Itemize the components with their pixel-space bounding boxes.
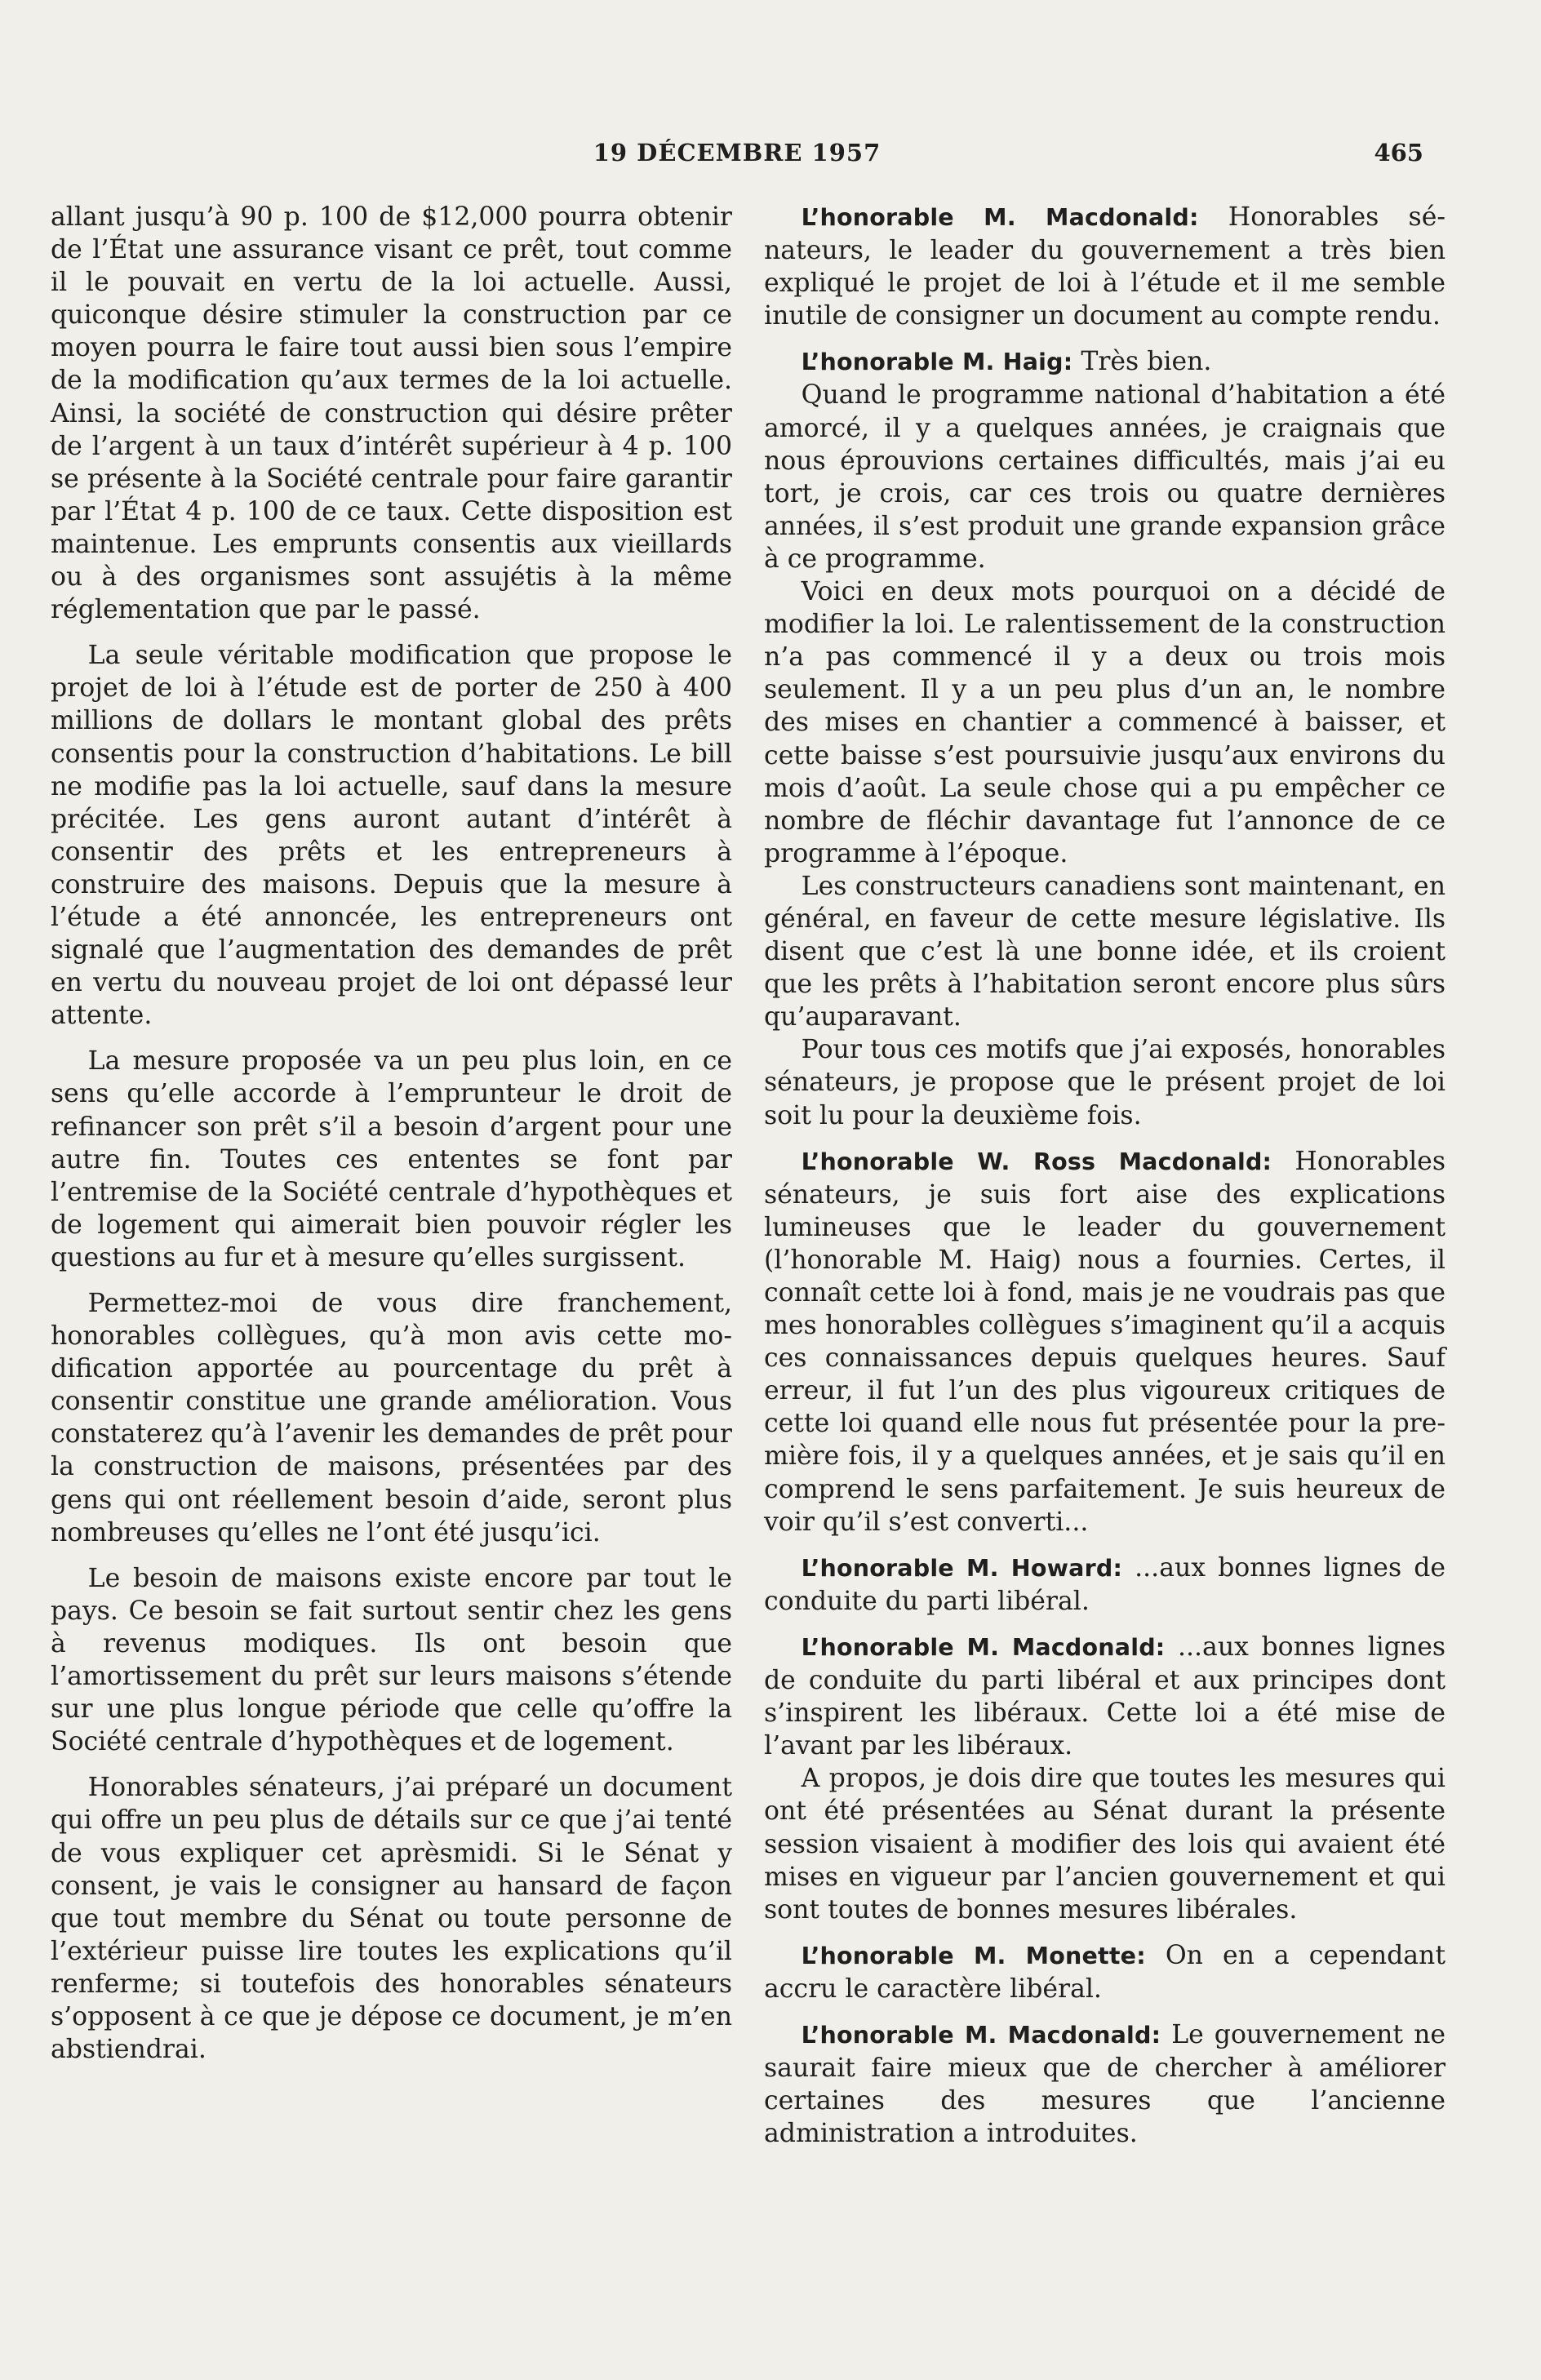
paragraph: La mesure proposée va un peu plus loin, en ce sens qu’elle accorde à l’emprunteur le droit de refinancer son prêt s’il a besoin d’argent pour une autre fin. Toutes ces ententes se font par l’entremise de la Société centrale d’hypothèques et de logement qui aimerait bien pouvoir régler les questions au fur et à mesure qu’elles surgissent. (51, 1046, 732, 1272)
speech (764, 2018, 1446, 2150)
paragraph: allant jusqu’à 90 p. 100 de $12,000 pourra obtenir de l’État une assurance visant ce prêt, tout comme il le pouvait en vertu de la loi actuelle. Aussi, quiconque désire stimuler la construction par ce moyen pourra le faire tout aussi bien sous l’empire de la modification qu’aux termes de la loi actuelle. Ainsi, la société de construction qui désire prêter de l’argent à un taux d’intérêt supérieur à 4 p. 100 se présente à la Société centrale pour faire garantir par l’État 4 p. 100 de ce taux. Cette disposition est maintenue. Les emprunts consentis aux vieillards ou à des organismes sont assujétis à la même réglementation que par le passé. (51, 202, 732, 625)
speech (764, 1939, 1446, 2005)
paragraph: La seule véritable modification que propose le projet de loi à l’étude est de porter de 250 à 400 millions de dollars le montant global des prêts consentis pour la construction d’habitations. Le bill ne modifie pas la loi actuelle, sauf dans la mesure précitée. Les gens auront autant d’intérêt à consentir des prêts et les entrepreneurs à construire des maisons. Depuis que la mesure à l’étude a été annoncée, les entrepreneurs ont signalé que l’augmentation des demandes de prêt en vertu du nouveau projet de loi ont dépassé leur attente. (51, 641, 732, 1031)
speech-text: Très bien. (1081, 347, 1212, 377)
paragraph: Voici en deux mots pourquoi on a décidé de modifier la loi. Le ralentissement de la construction n’a pas commencé il y a deux ou trois mois seulement. Il y a un peu plus d’un an, le nombre des mises en chantier a commencé à baisser, et cette baisse s’est poursuivie jusqu’aux environs du mois d’août. La seule chose qui a pu empêcher ce nombre de fléchir davantage fut l’annonce de ce programme à l’époque. (764, 577, 1446, 868)
paragraph: Les constructeurs canadiens sont maintenant, en général, en faveur de cette mesure législative. Ils disent que c’est là une bonne idée, et ils croient que les prêts à l’habitation seront encore plus sûrs qu’auparavant. (764, 871, 1446, 1032)
speaker-name: L’honorable M. Haig: (801, 349, 1073, 376)
speech-text: Le gouvernement ne saurait faire mieux que de chercher à améliorer certaines des mesures que l’ancienne administration a introduites. (764, 2019, 1446, 2149)
speech-text: ...aux bonnes lignes de conduite du parti libéral et aux principes dont s’inspirent les libéraux. Cette loi a été mise de l’avant par les libéraux. (764, 1632, 1446, 1761)
speaker-name: L’honorable M. Monette: (801, 1942, 1146, 1969)
speaker-name: L’honorable M. Macdonald: (801, 204, 1199, 231)
speaker-name: L’honorable M. Macdonald: (801, 2021, 1161, 2049)
speaker-name: L’honorable M. Macdonald: (801, 1633, 1166, 1661)
page-number: 465 (1374, 139, 1423, 167)
paragraph: Permettez-moi de vous dire franchement, honorables collègues, qu’à mon avis cette modification apportée au pourcentage du prêt à consentir constitue une grande amélioration. Vous constaterez qu’à l’avenir les demandes de prêt pour la construction de maisons, présentées par des gens qui ont réellement besoin d’aide, seront plus nombreuses qu’elles ne l’ont été jusqu’ici. (51, 1289, 732, 1547)
speaker-name: L’honorable M. Howard: (801, 1554, 1123, 1582)
speech (764, 1552, 1446, 1618)
speech-text: Honorables sénateurs, le leader du gouvernement a très bien expliqué le projet de loi à l’étude et il me semble inutile de consigner un document au compte rendu. (764, 202, 1446, 331)
paragraph: Le besoin de maisons existe encore par tout le pays. Ce besoin se fait surtout sentir chez les gens à revenus modiques. Ils ont besoin que l’amortissement du prêt sur leurs maisons s’étende sur une plus longue période que celle qu’offre la Société centrale d’hypothèques et de logement. (51, 1563, 732, 1757)
paragraph: Quand le programme national d’habitation a été amorcé, il y a quelques années, je craignais que nous éprouvions certaines difficultés, mais j’ai eu tort, je crois, car ces trois ou quatre dernières années, il s’est produit une grande expansion grâce à ce programme. (764, 380, 1446, 574)
speech-text: Honorables sénateurs, je suis fort aise des explications lumineuses que le leader du gouvernement (l’honorable M. Haig) nous a fournies. Certes, il connaît cette loi à fond, mais je ne voudrais pas que mes honorables collègues s’imaginent qu’il a acquis ces connaissances depuis quelques heures. Sauf erreur, il fut l’un des plus vigoureux critiques de cette loi quand elle nous fut présentée pour la première fois, il y a quelques années, et je sais qu’il en comprend le sens parfaitement. Je suis heureux de voir qu’il s’est converti... (764, 1146, 1446, 1537)
header-date: 19 DÉCEMBRE 1957 (593, 139, 882, 167)
paragraph: Pour tous ces motifs que j’ai exposés, honorables sénateurs, je propose que le présent projet de loi soit lu pour la deuxième fois. (764, 1035, 1446, 1130)
speaker-name: L’honorable W. Ross Macdonald: (801, 1148, 1272, 1175)
left-column (51, 201, 732, 2066)
paragraph: Honorables sénateurs, j’ai préparé un document qui offre un peu plus de détails sur ce que j’ai tenté de vous expliquer cet aprèsmidi. Si le Sénat y consent, je vais le consigner au hansard de façon que tout membre du Sénat ou toute personne de l’extérieur puisse lire toutes les explications qu’il renferme; si toutefois des honorables sénateurs s’opposent à ce que je dépose ce document, je m’en abstiendrai. (51, 1773, 732, 2065)
page-header (51, 139, 1423, 176)
speech (764, 1145, 1446, 1539)
speech (764, 345, 1446, 1131)
right-column (764, 201, 1446, 2150)
speech (764, 201, 1446, 332)
paragraph: A propos, je dois dire que toutes les mesures qui ont été présentées au Sénat durant la présente session visaient à modifier des lois qui avaient été mises en vigueur par l’ancien gouvernement et qui sont toutes de bonnes mesures libérales. (764, 1764, 1446, 1925)
speech (764, 1631, 1446, 1926)
speech-text: On en a cependant accru le caractère libéral. (764, 1940, 1446, 2004)
speech-text: ...aux bonnes lignes de conduite du parti libéral. (764, 1552, 1446, 1616)
